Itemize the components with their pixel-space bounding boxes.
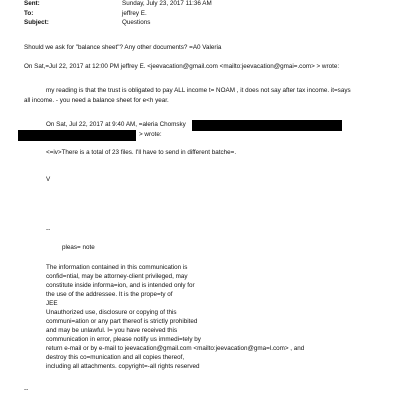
nested-quote-header: On Sat, Jul 22, 2017 at 9:40 AM, =aleria Chomsky: [46, 121, 186, 128]
please-note-label: pleas= note: [62, 244, 95, 251]
nested-quote-wrote: > wrote:: [139, 131, 162, 138]
disclaimer-line: The information contained in this communication is: [46, 264, 188, 271]
nested-quote-text: <=iv>There is a total of 23 files. I'll have to send in different batche=.: [46, 149, 237, 156]
subject-value: Questions: [122, 19, 151, 26]
sent-value: Sunday, July 23, 2017 11:36 AM: [122, 0, 212, 7]
disclaimer-line: and may be unlawful. I= you have received this: [46, 327, 178, 334]
disclaimer-line: the use of the addressee. It is the prope=ty of: [46, 291, 173, 298]
to-label: To:: [24, 10, 34, 17]
quote-header-line: On Sat,=Jul 22, 2017 at 12:00 PM jeffrey E. <jeevacation@gmail.com <mailto:jeevacation@gmai=.com> > wrote:: [24, 63, 340, 70]
disclaimer-line: including all attachments. copyright=-all rights reserved: [46, 363, 200, 370]
disclaimer-line: communication in error, please notify us immedi=tely by: [46, 336, 201, 343]
disclaimer-line: communi=ation or any part thereof is strictly prohibited: [46, 318, 198, 325]
sent-label: Sent:: [24, 0, 40, 7]
redaction-bar: [18, 130, 136, 141]
quoted-text-line-2: all income. - you need a balance sheet for e<h year.: [24, 97, 169, 104]
disclaimer-line: return e-mail or by e-mail to jeevacation@gmail.com <mailto:jeevacation@gma=l.com> , and: [46, 345, 305, 352]
redaction-bar: [192, 120, 342, 131]
signature-initial: V: [46, 176, 51, 183]
disclaimer-line: destroy this co=munication and all copies thereof,: [46, 354, 185, 361]
body-question-line: Should we ask for "balance sheet"? Any other documents? =A0 Valeria: [24, 44, 222, 51]
disclaimer-line: JEE: [46, 300, 58, 307]
subject-label: Subject:: [24, 19, 49, 26]
disclaimer-line: constitute inside informa=ion, and is intended only for: [46, 282, 195, 289]
to-value: jeffrey E.: [122, 10, 147, 17]
quoted-text-line-1: my reading is that the trust is obligated to pay ALL income t= NOAM , it does not say after tax income. it=says: [46, 87, 351, 94]
disclaimer-line: Unauthorized use, disclosure or copying of this: [46, 309, 177, 316]
disclaimer-line: confid=ntial, may be attorney-client privileged, may: [46, 273, 188, 280]
separator-dashes: --: [46, 226, 51, 233]
separator-dashes: --: [24, 386, 29, 393]
